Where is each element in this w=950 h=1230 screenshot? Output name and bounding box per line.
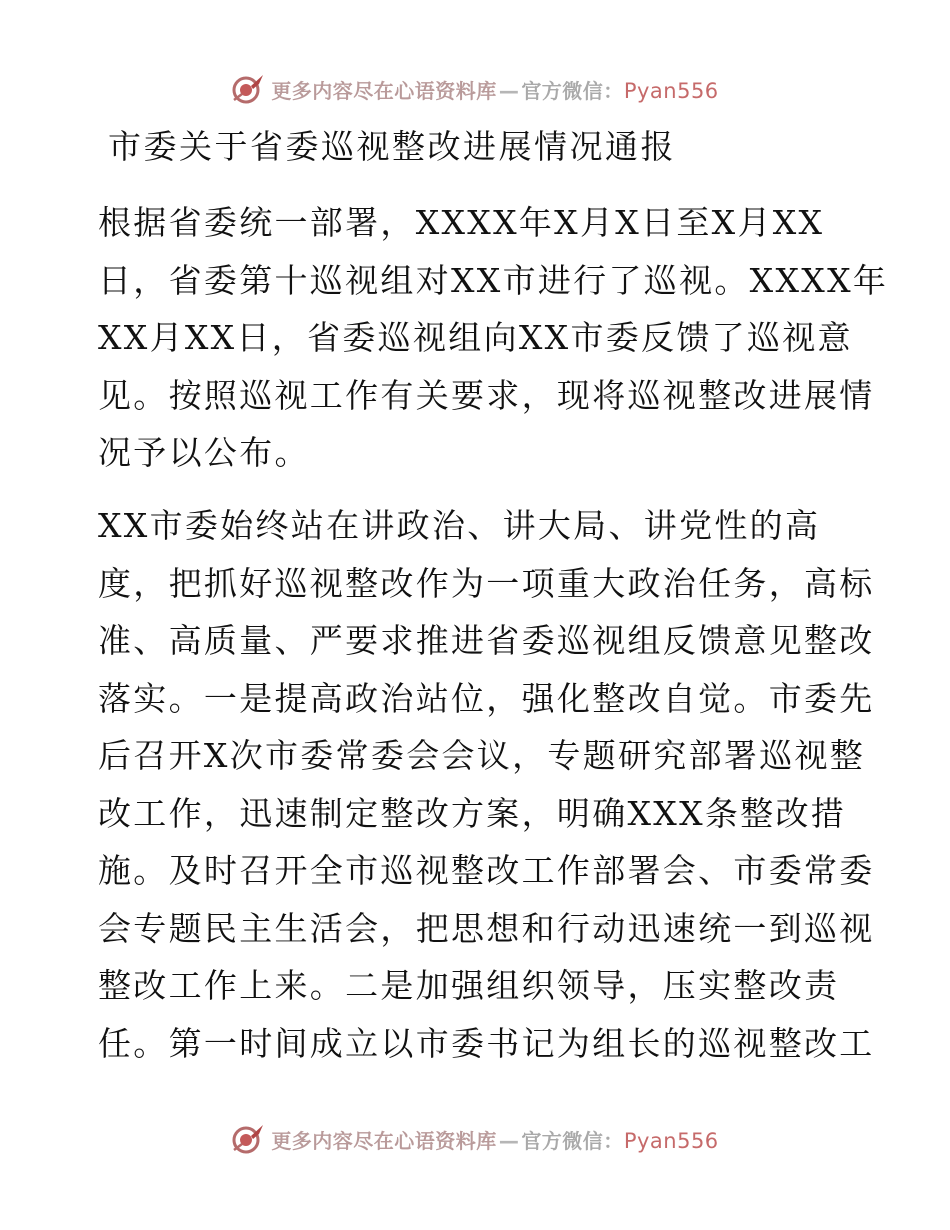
watermark-main-text: 更多内容尽在心语资料库 bbox=[271, 1128, 497, 1153]
paragraph-line: 落实。一是提高政治站位，强化整改自觉。市委先 bbox=[98, 678, 875, 718]
watermark-official-label: 官方微信： bbox=[521, 78, 624, 103]
paragraph-line: XX市委始终站在讲政治、讲大局、讲党性的高 bbox=[98, 506, 821, 545]
watermark-wechat-id: Pyan556 bbox=[623, 1128, 719, 1153]
paragraph-line: XX月XX日，省委巡视组向XX市委反馈了巡视意 bbox=[98, 318, 853, 357]
watermark-dash: — bbox=[498, 1128, 520, 1153]
paragraph-line: 况予以公布。 bbox=[98, 433, 310, 472]
paragraph-line: 施。及时召开全市巡视整改工作部署会、市委常委 bbox=[98, 851, 875, 890]
watermark-official-label: 官方微信： bbox=[521, 1128, 624, 1153]
paragraph-line: 日，省委第十巡视组对XX市进行了巡视。XXXX年 bbox=[98, 260, 889, 300]
footer-watermark bbox=[0, 1122, 950, 1156]
paragraph-1 bbox=[98, 194, 889, 482]
paragraph-line: 根据省委统一部署，XXXX年X月X日至X月XX bbox=[98, 203, 825, 242]
header-watermark bbox=[0, 72, 950, 106]
quill-logo-icon bbox=[231, 72, 265, 106]
paragraph-line: 会专题民主生活会，把思想和行动迅速统一到巡视 bbox=[98, 908, 875, 948]
document-title: 市委关于省委巡视整改进展情况通报 bbox=[108, 127, 676, 166]
paragraph-line: 见。按照巡视工作有关要求，现将巡视整改进展情 bbox=[98, 375, 875, 415]
paragraph-line: 任。第一时间成立以市委书记为组长的巡视整改工 bbox=[98, 1023, 875, 1063]
paragraph-line: 后召开X次市委常委会会议，专题研究部署巡视整 bbox=[98, 736, 866, 775]
watermark-wechat-id: Pyan556 bbox=[623, 78, 719, 103]
paragraph-line: 准、高质量、严要求推进省委巡视组反馈意见整改 bbox=[98, 621, 875, 660]
paragraph-2 bbox=[98, 497, 875, 1072]
paragraph-line: 整改工作上来。二是加强组织领导，压实整改责 bbox=[98, 966, 840, 1005]
paragraph-line: 改工作，迅速制定整改方案，明确XXX条整改措 bbox=[98, 793, 847, 833]
watermark-main-text: 更多内容尽在心语资料库 bbox=[271, 78, 497, 103]
watermark-dash: — bbox=[498, 78, 520, 103]
paragraph-line: 度，把抓好巡视整改作为一项重大政治任务，高标 bbox=[98, 563, 875, 603]
quill-logo-icon bbox=[231, 1122, 265, 1156]
